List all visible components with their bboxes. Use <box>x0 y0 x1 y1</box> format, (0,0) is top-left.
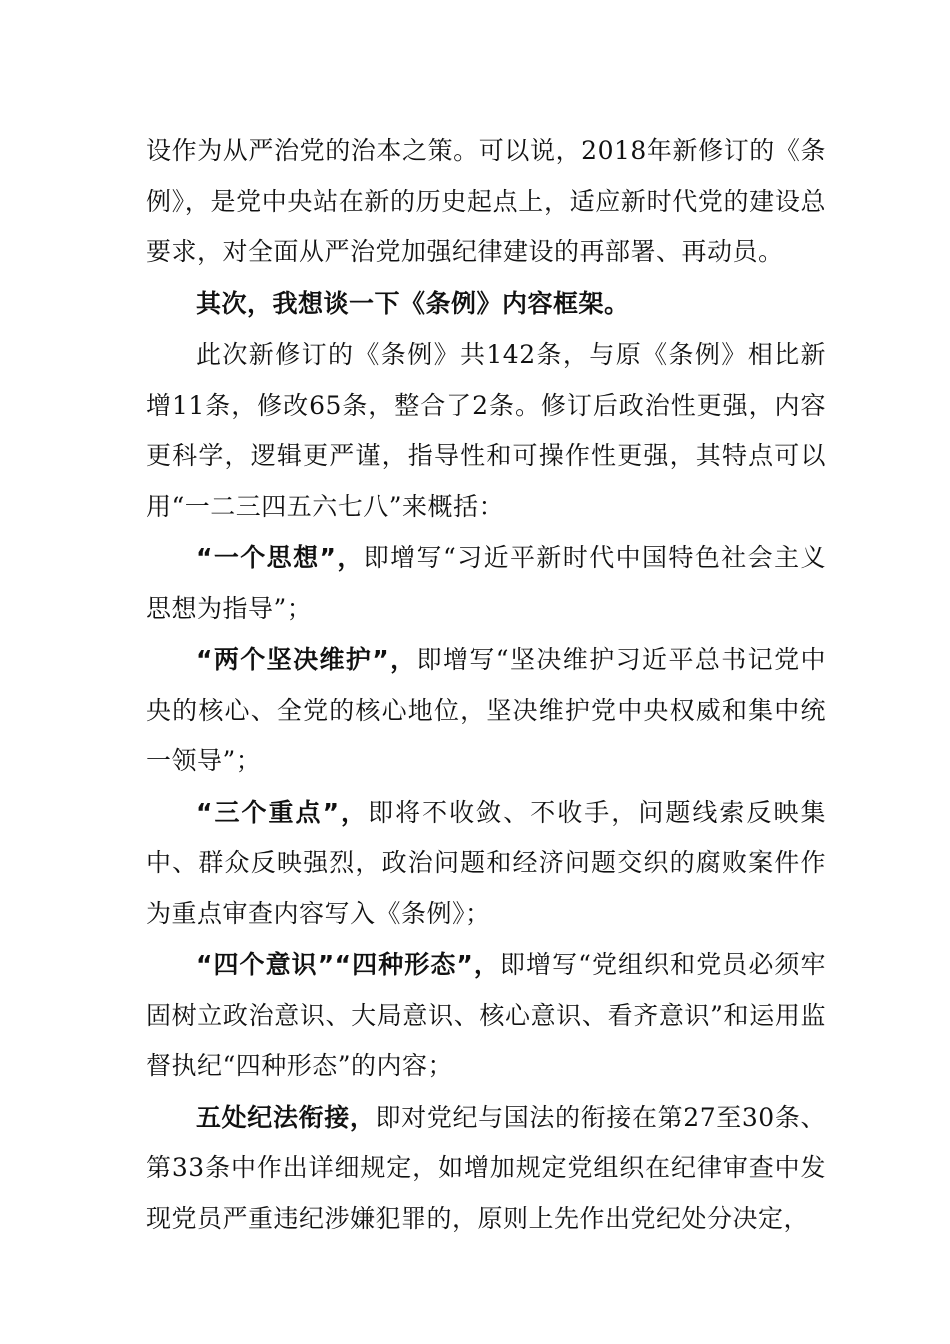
paragraph-one-thought <box>146 533 826 634</box>
paragraph-continuation <box>146 126 826 278</box>
bold-lead: “三个重点”， <box>196 797 369 827</box>
bold-lead: “四个意识”“四种形态”， <box>196 950 500 979</box>
paragraph-three-priorities <box>146 788 826 940</box>
section-heading <box>146 279 826 330</box>
paragraph-two-safeguards <box>146 635 826 787</box>
paragraph-summary <box>146 330 826 532</box>
paragraph-text: 设作为从严治党的治本之策。可以说，2018年新修订的《条例》，是党中央站在新的历史起点上，适应新时代党的建设总要求，对全面从严治党加强纪律建设的再部署、再动员。 <box>146 136 826 266</box>
bold-lead: 五处纪法衔接， <box>196 1102 376 1132</box>
paragraph-text: 即增写“习近平新时代中国特色社会主义思想为指导”； <box>146 543 826 623</box>
paragraph-text: 即将不收敛、不收手，问题线索反映集中、群众反映强烈，政治问题和经济问题交织的腐败案件作为重点审查内容写入《条例》； <box>146 797 826 928</box>
paragraph-text: 即增写“坚决维护习近平总书记党中央的核心、全党的核心地位，坚决维护党中央权威和集中统一领导”； <box>146 645 826 775</box>
paragraph-five-links <box>146 1093 826 1245</box>
bold-lead: “两个坚决维护”， <box>196 645 417 674</box>
document-body <box>146 126 826 1244</box>
paragraph-text: 此次新修订的《条例》共142条，与原《条例》相比新增11条，修改65条，整合了2条。修订后政治性更强，内容更科学，逻辑更严谨，指导性和可操作性更强，其特点可以用“一二三四五六七八”来概括： <box>146 340 826 521</box>
paragraph-text: 即增写“党组织和党员必须牢固树立政治意识、大局意识、核心意识、看齐意识”和运用监督执纪“四种形态”的内容； <box>146 950 826 1080</box>
bold-lead: “一个思想”， <box>196 543 364 572</box>
paragraph-text: 即对党纪与国法的衔接在第27至30条、第33条中作出详细规定，如增加规定党组织在纪律审查中发现党员严重违纪涉嫌犯罪的，原则上先作出党纪处分决定， <box>146 1102 826 1233</box>
heading-text: 其次，我想谈一下《条例》内容框架。 <box>196 288 630 318</box>
paragraph-four-consciousness <box>146 940 826 1092</box>
